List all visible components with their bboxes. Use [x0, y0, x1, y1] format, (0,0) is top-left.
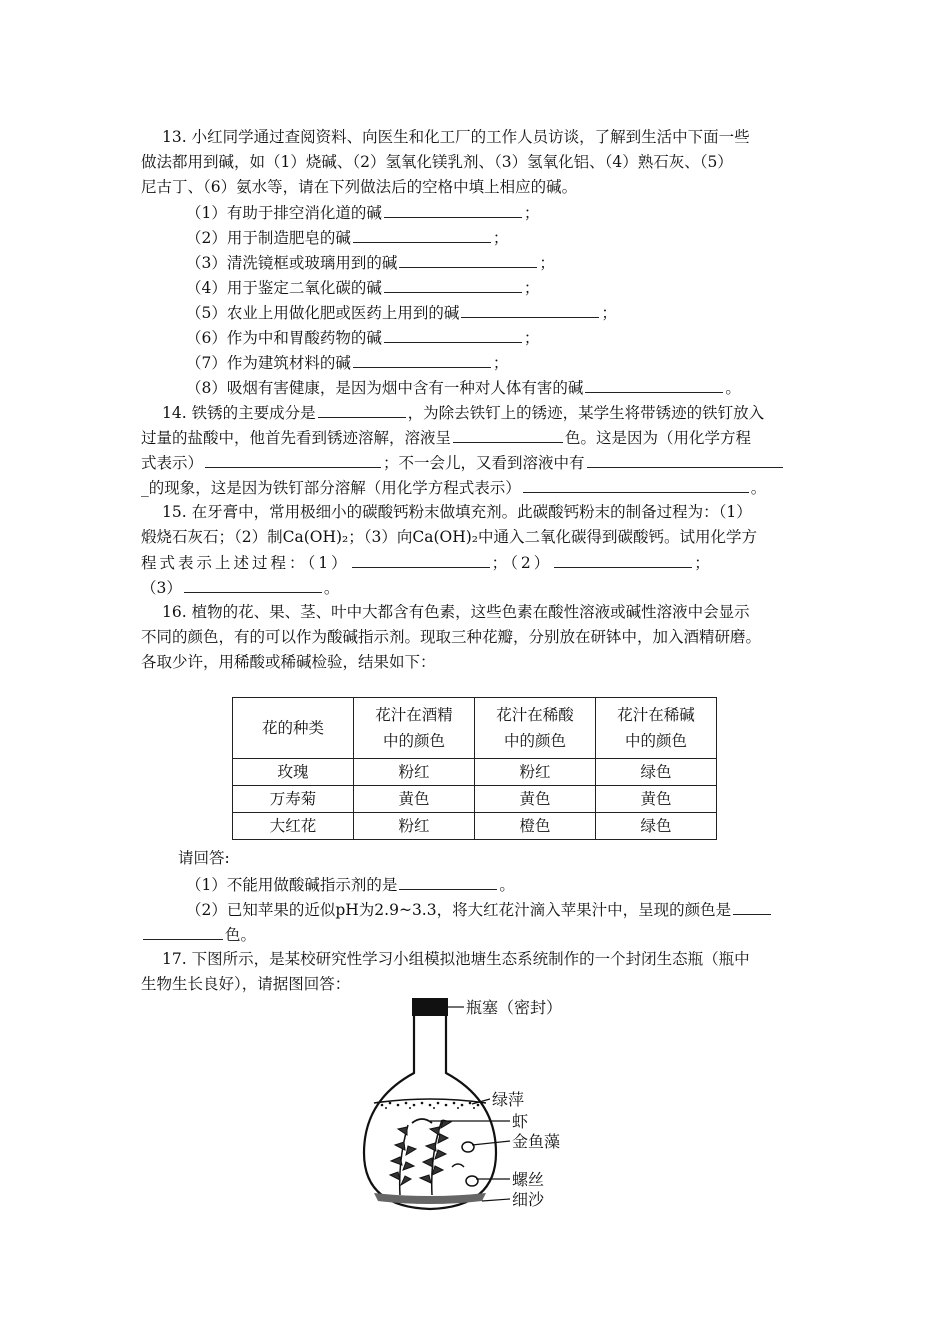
q13-item-6: （6）作为中和胃酸药物的碱 ；: [186, 326, 856, 349]
q13-item-7-blank[interactable]: [353, 351, 491, 368]
q13-item-2-text: （2）用于制造肥皂的碱: [186, 229, 351, 247]
q14-line-1: 14. 铁锈的主要成分是 ，为除去铁钉上的锈迹，某学生将带锈迹的铁钉放入: [162, 401, 832, 424]
q16-line-2: 不同的颜色，有的可以作为酸碱指示剂。现取三种花瓣，分别放在研钵中，加入酒精研磨。: [141, 628, 762, 646]
q14-color-blank[interactable]: [453, 426, 563, 443]
bottle-stopper: [412, 998, 448, 1016]
table-header-cell: 花的种类: [233, 698, 354, 759]
q16-color-blank-part2[interactable]: [143, 923, 223, 940]
q13-item-4: （4）用于鉴定二氧化碳的碱 ；: [186, 276, 856, 299]
q13-item-4-text: （4）用于鉴定二氧化碳的碱: [186, 279, 382, 297]
q13-item-5-text: （5）农业上用做化肥或医药上用到的碱: [186, 304, 460, 322]
q13-item-1-blank[interactable]: [384, 201, 522, 218]
table-header-cell: 花汁在稀碱 中的颜色: [596, 698, 717, 759]
q14-equation-blank-2[interactable]: [523, 476, 749, 493]
q13-item-8: （8）吸烟有害健康，是因为烟中含有一种对人体有害的碱 。: [186, 376, 856, 399]
q14-rust-blank[interactable]: [318, 401, 406, 418]
q16-line-1: 16. 植物的花、果、茎、叶中大都含有色素，这些色素在酸性溶液或碱性溶液中会显示: [162, 603, 750, 621]
ecosystem-bottle-figure: [360, 995, 600, 1215]
label-snail: 螺丝: [512, 1170, 545, 1189]
q13-item-7: （7）作为建筑材料的碱 ；: [186, 351, 856, 374]
q13-item-4-blank[interactable]: [384, 276, 522, 293]
fine-sand: [374, 1193, 486, 1204]
table-cell: 黄色: [475, 786, 596, 813]
table-row: [233, 786, 717, 813]
q13-item-6-text: （6）作为中和胃酸药物的碱: [186, 329, 382, 347]
table-row: [233, 759, 717, 786]
q13-item-3-blank[interactable]: [399, 251, 537, 268]
table-row: [233, 813, 717, 840]
snail-lower: [466, 1176, 478, 1186]
table-cell: 万寿菊: [233, 786, 354, 813]
shrimp: [412, 1119, 432, 1123]
table-cell: 大红花: [233, 813, 354, 840]
small-shrimp: [452, 1164, 464, 1167]
snail-upper: [462, 1142, 474, 1152]
table-cell: 绿色: [596, 759, 717, 786]
q13-item-3: （3）清洗镜框或玻璃用到的碱 ；: [186, 251, 856, 274]
q15-line-4: （3） 。: [141, 576, 811, 599]
q16-answer-2-cont: 色。: [141, 923, 811, 946]
q13-item-5-blank[interactable]: [461, 301, 599, 318]
q16-indicator-blank[interactable]: [399, 873, 497, 890]
table-cell: 粉红: [475, 759, 596, 786]
q13-intro-line-1: 13. 小红同学通过查阅资料、向医生和化工厂的工作人员访谈，了解到生活中下面一些: [162, 128, 750, 146]
table-header-cell: 花汁在稀酸 中的颜色: [475, 698, 596, 759]
q13-item-2-blank[interactable]: [353, 226, 491, 243]
table-header-cell: 花汁在酒精 中的颜色: [354, 698, 475, 759]
q17-line-2: 生物生长良好），请据图回答：: [141, 975, 351, 993]
q16-answer-2: （2）已知苹果的近似pH为2.9~3.3，将大红花汁滴入苹果汁中，呈现的颜色是: [186, 898, 856, 921]
label-shrimp: 虾: [512, 1112, 529, 1131]
table-cell: 粉红: [354, 813, 475, 840]
q14-equation-blank-1[interactable]: [205, 451, 381, 468]
q13-item-6-blank[interactable]: [384, 326, 522, 343]
q14-line-4: _的现象，这是因为铁钉部分溶解（用化学方程式表示） 。: [141, 476, 811, 499]
flower-color-table: [232, 697, 717, 840]
label-sand: 细沙: [512, 1190, 545, 1209]
table-cell: 粉红: [354, 759, 475, 786]
label-stopper: 瓶塞（密封）: [466, 998, 563, 1017]
q14-line-2: 过量的盐酸中，他首先看到锈迹溶解，溶液呈 色。这是因为（用化学方程: [141, 426, 811, 449]
q13-item-3-text: （3）清洗镜框或玻璃用到的碱: [186, 254, 398, 272]
q13-intro-line-2: 做法都用到碱，如（1）烧碱、（2）氢氧化镁乳剂、（3）氢氧化铝、（4）熟石灰、（5）: [141, 153, 733, 171]
label-duckweed: 绿萍: [492, 1090, 525, 1109]
waterweed-plants: [390, 1120, 451, 1195]
q17-line-1: 17. 下图所示，是某校研究性学习小组模拟池塘生态系统制作的一个封闭生态瓶（瓶中: [162, 950, 750, 968]
q13-item-7-text: （7）作为建筑材料的碱: [186, 354, 351, 372]
q15-line-3: 程式表示上述过程：（1） ；（2） ；: [141, 551, 811, 574]
q15-line-1: 15. 在牙膏中，常用极细小的碳酸钙粉末做填充剂。此碳酸钙粉末的制备过程为：（1）: [162, 503, 752, 521]
duckweed-dots: [381, 1102, 480, 1109]
q13-intro-line-3: 尼古丁、（6）氨水等，请在下列做法后的空格中填上相应的碱。: [141, 178, 578, 196]
q15-line-2: 煅烧石灰石；（2）制Ca(OH)₂；（3）向Ca(OH)₂中通入二氧化碳得到碳酸钙。试用化学方: [141, 528, 757, 546]
table-header-row: [233, 698, 717, 759]
q14-phenomenon-blank[interactable]: [587, 451, 783, 468]
q13-item-5: （5）农业上用做化肥或医药上用到的碱 ；: [186, 301, 856, 324]
table-cell: 玫瑰: [233, 759, 354, 786]
q15-equation-blank-2[interactable]: [554, 551, 692, 568]
q15-equation-blank-1[interactable]: [352, 551, 490, 568]
q13-item-8-text: （8）吸烟有害健康，是因为烟中含有一种对人体有害的碱: [186, 379, 584, 397]
q13-item-1: （1）有助于排空消化道的碱 ；: [186, 201, 856, 224]
q16-prompt: 请回答:: [178, 849, 230, 867]
table-cell: 黄色: [354, 786, 475, 813]
table-cell: 橙色: [475, 813, 596, 840]
table-cell: 黄色: [596, 786, 717, 813]
q16-answer-1: （1）不能用做酸碱指示剂的是 。: [186, 873, 856, 896]
q13-item-8-blank[interactable]: [585, 376, 723, 393]
table-cell: 绿色: [596, 813, 717, 840]
q14-line-3: 式表示） ；不一会儿，又看到溶液中有: [141, 451, 811, 474]
q13-item-2: （2）用于制造肥皂的碱 ；: [186, 226, 856, 249]
q16-line-3: 各取少许，用稀酸或稀碱检验，结果如下：: [141, 653, 436, 671]
q16-color-blank-part1[interactable]: [733, 898, 771, 915]
label-waterweed: 金鱼藻: [512, 1132, 561, 1151]
q13-item-1-text: （1）有助于排空消化道的碱: [186, 204, 382, 222]
q15-equation-blank-3[interactable]: [184, 576, 322, 593]
